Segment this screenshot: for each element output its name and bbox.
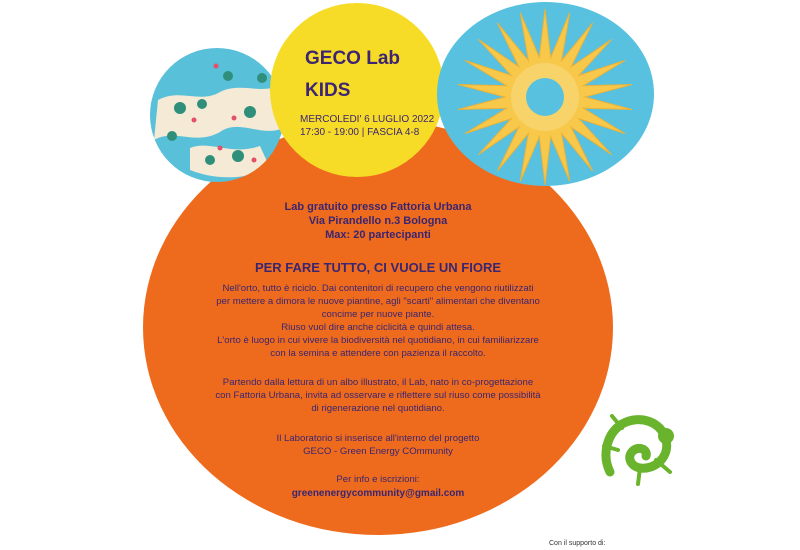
paper-sun-image <box>437 2 654 186</box>
info-venue: Lab gratuito presso Fattoria Urbana <box>284 201 472 213</box>
info-address: Via Pirandello n.3 Bologna <box>308 215 448 227</box>
title-line-1: GECO Lab <box>305 48 401 69</box>
paragraph1-line: per mettere a dimora le nuove piantine, agli "scarti" alimentari che diventano <box>216 296 540 307</box>
paragraph1-line: concime per nuove piante. <box>321 309 435 320</box>
paragraph1-line: con la semina e attendere con pazienza il raccolto. <box>270 348 486 359</box>
orchard-illustration <box>150 48 284 182</box>
info-capacity: Max: 20 partecipanti <box>325 229 431 241</box>
section-heading: PER FARE TUTTO, CI VUOLE UN FIORE <box>254 260 502 275</box>
contact-email-link[interactable]: greenenergycommunity@gmail.com <box>291 488 465 499</box>
event-time: 17:30 - 19:00 | FASCIA 4-8 <box>300 127 420 138</box>
paragraph3-line: GECO - Green Energy COmmunity <box>303 446 453 457</box>
paragraph1-line: L'orto è luogo in cui vivere la biodiversità nel quotidiano, in cui familiarizzare <box>217 335 539 346</box>
title-line-2: KIDS <box>305 80 351 101</box>
paragraph1-line: Nell'orto, tutto è riciclo. Dai contenitori di recupero che vengono riutilizzati <box>222 283 534 294</box>
paragraph1-line: Riuso vuol dire anche ciclicità e quindi attesa. <box>281 322 475 333</box>
contact-label: Per info e iscrizioni: <box>336 474 420 485</box>
paragraph2-line: di rigenerazione nel quotidiano. <box>311 403 445 414</box>
paragraph3-line: Il Laboratorio si inserisce all'interno del progetto <box>276 433 480 444</box>
footer-support-label: Con il supporto di: <box>549 540 606 547</box>
paragraph2-line: Partendo dalla lettura di un albo illustrato, il Lab, nato in co-progettazione <box>222 377 534 388</box>
event-date: MERCOLEDI' 6 LUGLIO 2022 <box>300 114 435 125</box>
title-circle <box>270 3 444 177</box>
gecko-logo-icon <box>596 410 686 490</box>
paragraph2-line: con Fattoria Urbana, invita ad osservare e riflettere sul riuso come possibilità <box>215 390 541 401</box>
